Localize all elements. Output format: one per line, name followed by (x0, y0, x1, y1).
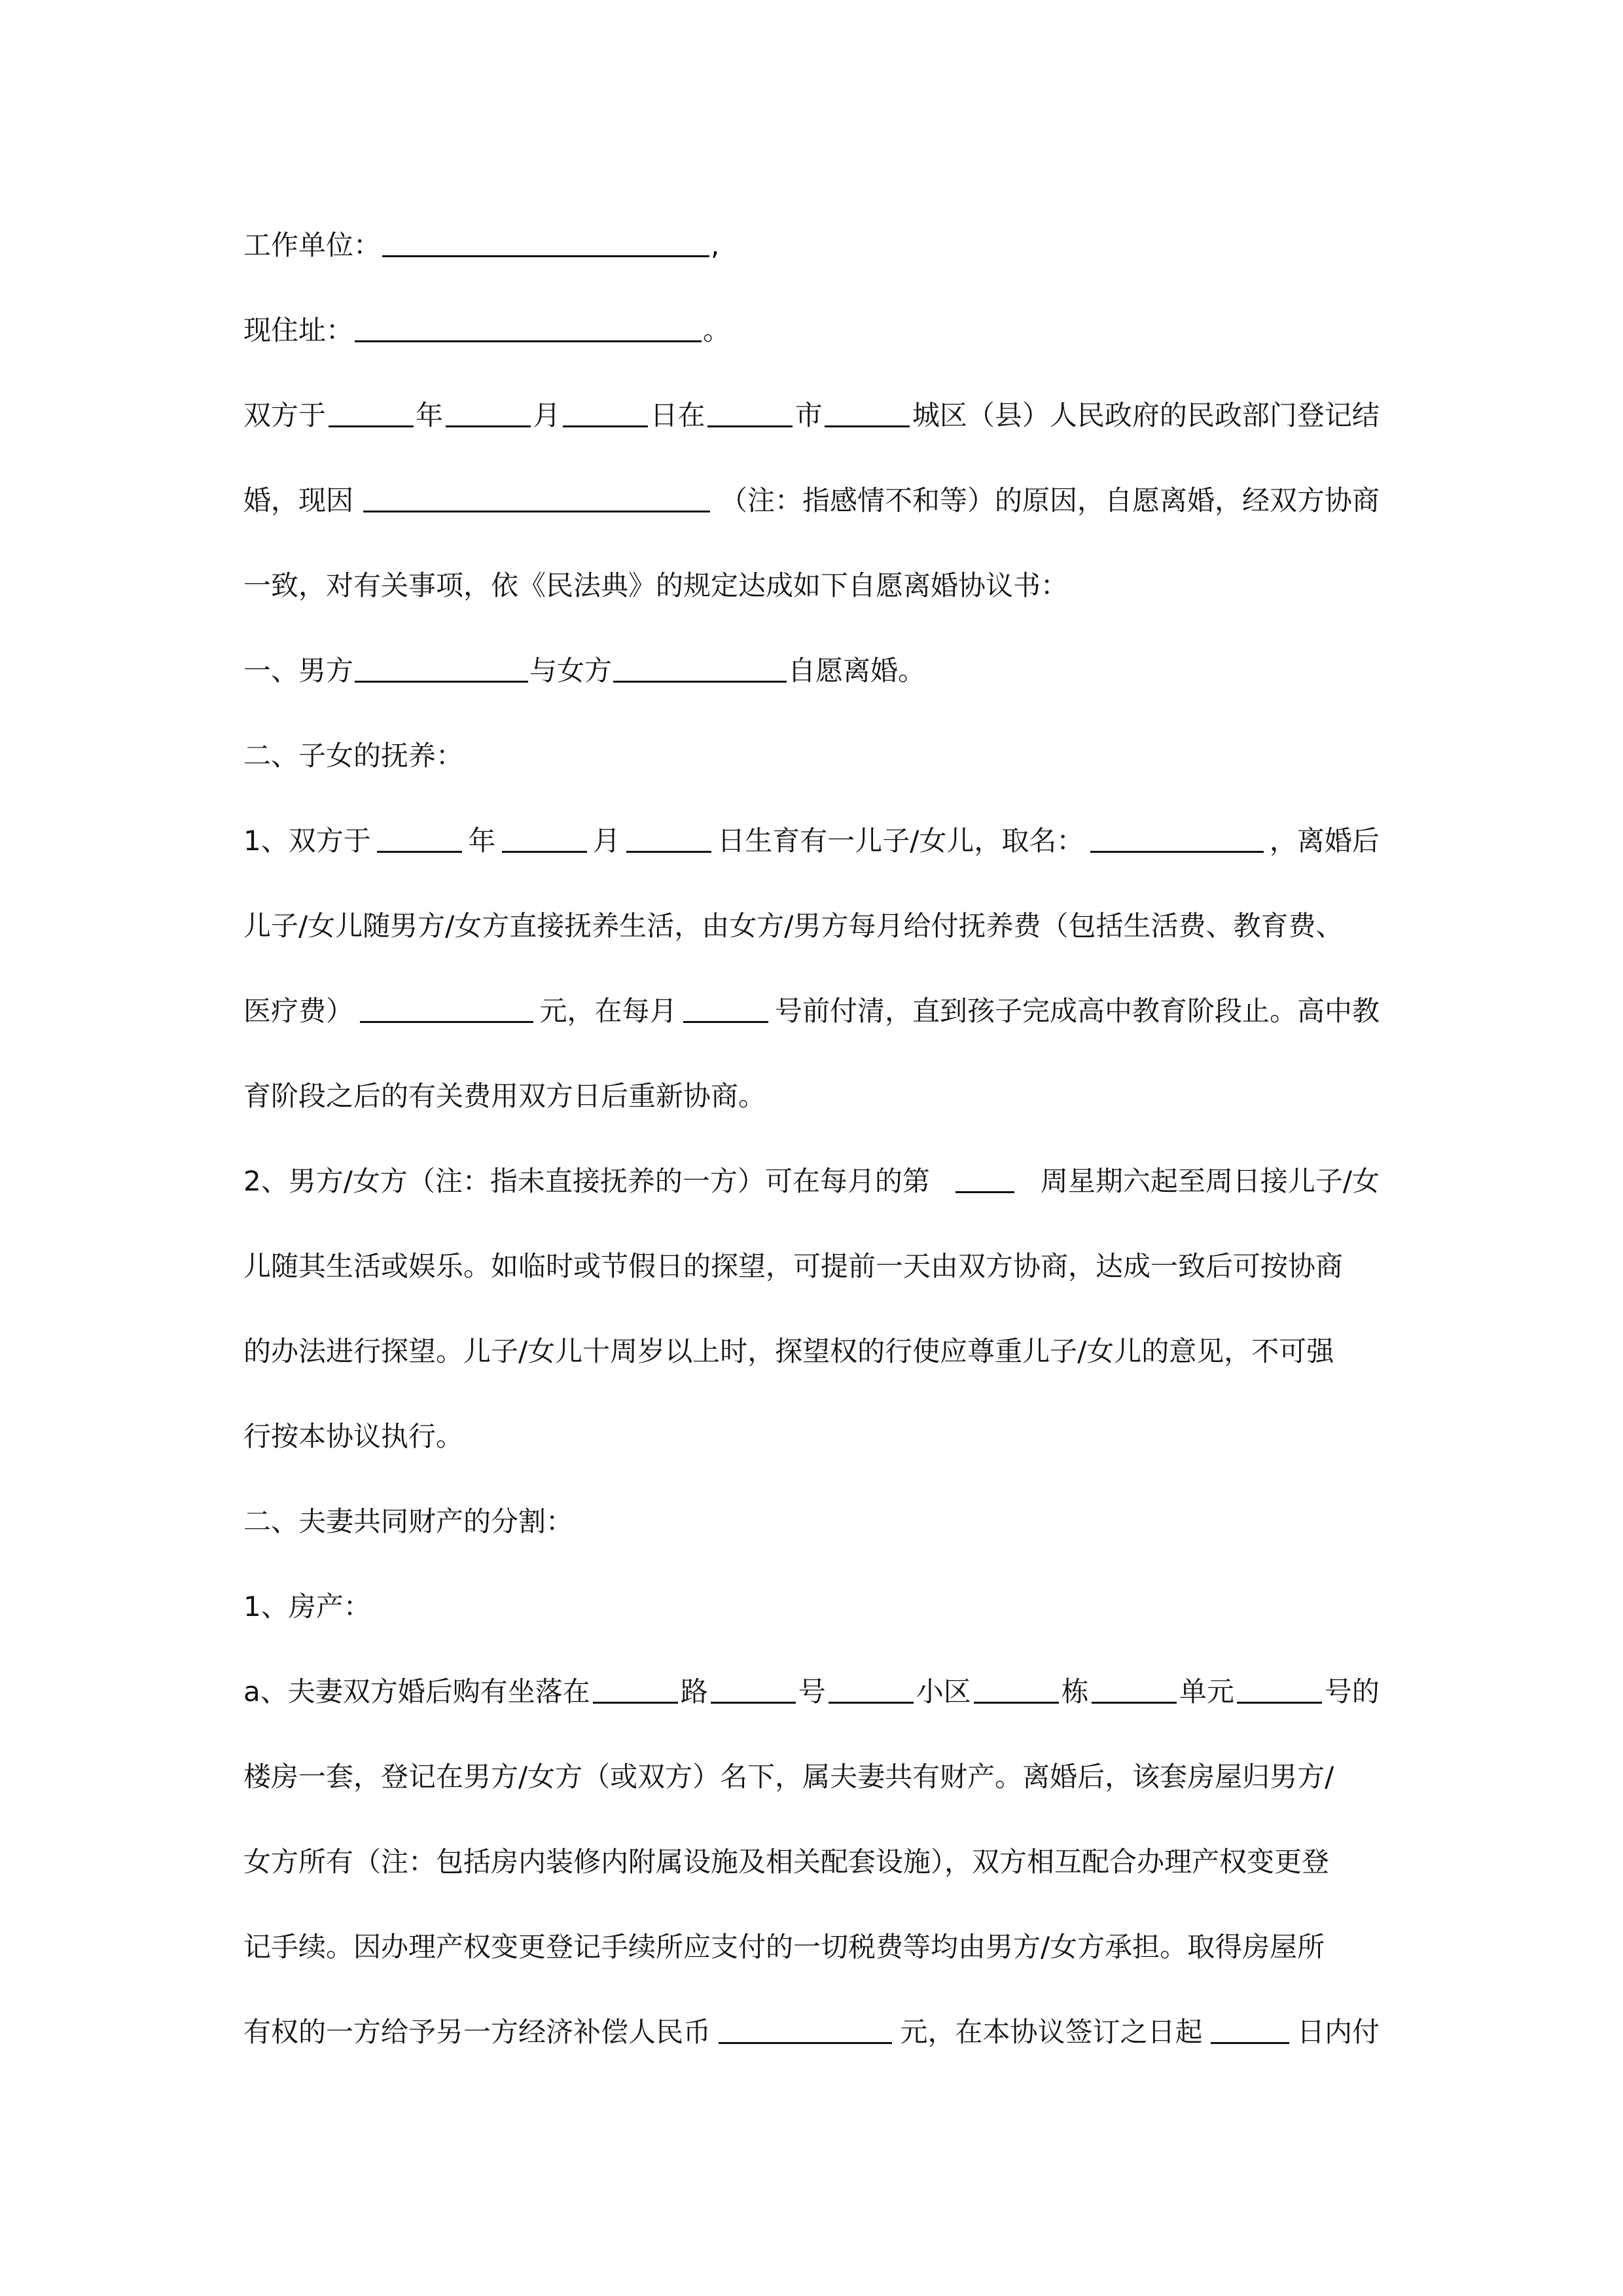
text-segment: 日内付 (1296, 2016, 1380, 2048)
property-building-field[interactable] (974, 1669, 1059, 1704)
text-segment: 一、男方 (243, 655, 354, 687)
text-segment: 现住址： (243, 314, 354, 346)
line-marriage-registration-2 (243, 478, 1380, 563)
text-segment: 一致，对有关事项，依《民法典》的规定达成如下自愿离婚协议书： (243, 569, 1069, 601)
text-segment: 婚，现因 (243, 484, 354, 516)
text-segment: 周星期六起至周日接儿子/女 (1040, 1165, 1380, 1197)
text-segment: 单元 (1179, 1676, 1234, 1708)
text-segment: 城区（县）人民政府的民政部门登记结 (912, 399, 1380, 431)
text-segment: 年 (416, 399, 444, 431)
line-property-a-4 (243, 1924, 1380, 2009)
visitation-week-field[interactable] (955, 1158, 1014, 1193)
line-property-a-5 (243, 2009, 1380, 2094)
marriage-year-field[interactable] (329, 393, 414, 427)
marriage-month-field[interactable] (446, 393, 531, 427)
line-clause-2-heading (243, 733, 1380, 818)
text-segment: 自愿离婚。 (788, 655, 926, 687)
text-segment: 号前付清，直到孩子完成高中教育阶段止。高中教 (774, 995, 1380, 1027)
line-child-1-c (243, 988, 1380, 1073)
text-segment: ，离婚后 (1269, 825, 1380, 857)
text-segment: 记手续。因办理产权变更登记手续所应支付的一切税费等均由男方/女方承担。取得房屋所 (243, 1931, 1325, 1963)
text-segment: （注：指感情不和等）的原因，自愿离婚，经双方协商 (719, 484, 1380, 516)
line-property-a-2 (243, 1754, 1380, 1839)
text-segment: 二、夫妻共同财产的分割： (243, 1505, 574, 1537)
payment-day-field[interactable] (683, 988, 768, 1023)
text-segment: 小区 (916, 1676, 971, 1708)
text-segment: 元，在每月 (539, 995, 677, 1027)
line-marriage-registration-1 (243, 393, 1380, 478)
wife-name-field[interactable] (613, 648, 787, 683)
property-community-field[interactable] (829, 1669, 914, 1704)
line-property-heading (243, 1584, 1380, 1669)
husband-name-field[interactable] (355, 648, 528, 683)
line-child-2-c (243, 1329, 1380, 1414)
child-birth-day-field[interactable] (626, 818, 711, 853)
line-property-a-1 (243, 1669, 1380, 1754)
line-child-1-d (243, 1073, 1380, 1158)
property-number-field[interactable] (711, 1669, 796, 1704)
work-unit-field[interactable] (382, 223, 709, 257)
marriage-day-field[interactable] (563, 393, 648, 427)
payment-deadline-days-field[interactable] (1211, 2009, 1289, 2044)
line-marriage-registration-3 (243, 563, 1380, 648)
line-clause-3-heading (243, 1499, 1380, 1584)
current-address-field[interactable] (355, 308, 702, 342)
text-segment: 二、子女的抚养： (243, 740, 464, 772)
text-segment: 号的 (1324, 1676, 1380, 1708)
child-birth-month-field[interactable] (502, 818, 587, 853)
line-child-1-a (243, 818, 1380, 903)
marriage-city-field[interactable] (707, 393, 793, 427)
text-segment: a、夫妻双方婚后购有坐落在 (243, 1676, 590, 1708)
text-segment: 2、男方/女方（注：指未直接抚养的一方）可在每月的第 (243, 1165, 930, 1197)
text-segment: 双方于 (243, 399, 327, 431)
child-birth-year-field[interactable] (377, 818, 462, 853)
text-segment: 工作单位： (243, 229, 382, 261)
property-room-field[interactable] (1237, 1669, 1322, 1704)
text-segment: , (711, 229, 720, 261)
child-name-field[interactable] (1090, 818, 1264, 853)
line-child-2-a (243, 1158, 1380, 1244)
line-child-2-d (243, 1414, 1380, 1499)
line-work-unit (243, 223, 1380, 308)
line-child-2-b (243, 1244, 1380, 1329)
property-unit-field[interactable] (1092, 1669, 1177, 1704)
text-segment: 日生育有一儿子/女儿，取名： (717, 825, 1084, 857)
divorce-reason-field[interactable] (363, 478, 710, 512)
text-segment: 与女方 (529, 655, 613, 687)
line-current-address (243, 308, 1380, 393)
property-road-field[interactable] (593, 1669, 678, 1704)
text-segment: 日在 (650, 399, 705, 431)
child-support-amount-field[interactable] (360, 988, 533, 1023)
marriage-district-field[interactable] (825, 393, 910, 427)
text-segment: 。 (703, 314, 731, 346)
text-segment: 儿随其生活或娱乐。如临时或节假日的探望，可提前一天由双方协商，达成一致后可按协商 (243, 1250, 1344, 1282)
text-segment: 元，在本协议签订之日起 (900, 2016, 1203, 2048)
text-segment: 有权的一方给予另一方经济补偿人民币 (243, 2016, 711, 2048)
compensation-amount-field[interactable] (719, 2009, 892, 2044)
text-segment: 1、双方于 (243, 825, 371, 857)
text-segment: 路 (680, 1676, 708, 1708)
agreement-body (243, 223, 1380, 2094)
text-segment: 市 (794, 399, 823, 431)
text-segment: 儿子/女儿随男方/女方直接抚养生活，由女方/男方每月给付抚养费（包括生活费、教育费、 (243, 910, 1344, 942)
text-segment: 1、房产： (243, 1590, 371, 1623)
line-property-a-3 (243, 1839, 1380, 1924)
text-segment: 栋 (1061, 1676, 1089, 1708)
line-clause-1 (243, 648, 1380, 733)
text-segment: 楼房一套，登记在男方/女方（或双方）名下，属夫妻共有财产。离婚后，该套房屋归男方/ (243, 1761, 1334, 1793)
text-segment: 月 (533, 399, 561, 431)
text-segment: 行按本协议执行。 (243, 1420, 464, 1452)
text-segment: 的办法进行探望。儿子/女儿十周岁以上时，探望权的行使应尊重儿子/女儿的意见，不可强 (243, 1335, 1334, 1367)
text-segment: 医疗费） (243, 995, 354, 1027)
text-segment: 号 (798, 1676, 826, 1708)
text-segment: 女方所有（注：包括房内装修内附属设施及相关配套设施），双方相互配合办理产权变更登 (243, 1846, 1330, 1878)
line-child-1-b (243, 903, 1380, 988)
text-segment: 育阶段之后的有关费用双方日后重新协商。 (243, 1080, 766, 1112)
text-segment: 月 (592, 825, 620, 857)
text-segment: 年 (468, 825, 496, 857)
